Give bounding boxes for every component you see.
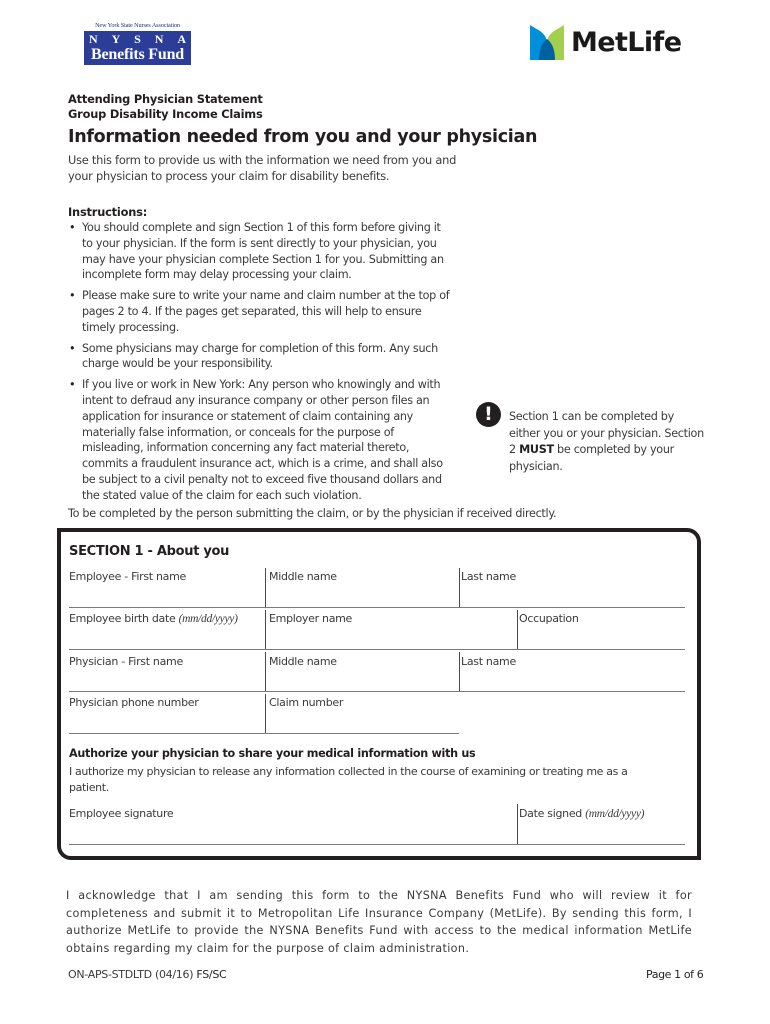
document-subtitle [68, 92, 263, 122]
employee-first-name-field[interactable] [65, 566, 263, 606]
divider [265, 610, 266, 650]
employee-last-name-label: Last name [461, 570, 516, 583]
birth-date-format: (mm/dd/yyyy) [178, 613, 238, 625]
authorize-text: I authorize my physician to release any information collected in the course of examining or treating me as a patient. [69, 765, 628, 794]
row-underline [69, 733, 459, 734]
divider [459, 652, 460, 692]
instruction-item: • Some physicians may charge for completion of this form. Any such charge would be your responsibility. [68, 341, 453, 373]
form-code-text: ON-APS-STDLTD (04/16) [68, 968, 194, 981]
metlife-wordmark: MetLife [571, 26, 682, 58]
physician-last-name-field[interactable] [461, 650, 685, 690]
employee-signature-field[interactable] [65, 802, 515, 844]
employer-name-label: Employer name [269, 612, 353, 625]
form-code [68, 968, 226, 981]
section-1-box [57, 528, 701, 860]
occupation-label: Occupation [519, 612, 579, 625]
physician-phone-field[interactable] [65, 692, 263, 732]
date-signed-format: (mm/dd/yyyy) [585, 808, 645, 820]
employee-first-name-label: Employee - First name [69, 570, 186, 583]
row-underline [69, 844, 685, 845]
acknowledgement-text: I acknowledge that I am sending this form to the NYSNA Benefits Fund who will review it for completeness and submit it to Metropolitan Life Insurance Company (MetLife). By sending this form, I authorize MetLife to provide the NYSNA Benefits Fund with access to the medical information MetLife obtains regarding my claim for the purpose of claim administration. [66, 889, 692, 955]
physician-first-name-label: Physician - First name [69, 655, 183, 668]
nysna-logo-top-text: New York State Nurses Association [95, 22, 180, 29]
employee-middle-name-field[interactable] [267, 566, 457, 606]
intro-text: Use this form to provide us with the information we need from you and your physician to process your claim for disability benefits. [68, 153, 457, 183]
note-text-bold: MUST [519, 443, 554, 456]
physician-last-name-label: Last name [461, 655, 516, 668]
subtitle-line-2: Group Disability Income Claims [68, 107, 263, 121]
metlife-logo [530, 24, 681, 60]
instruction-item: • Please make sure to write your name and claim number at the top of pages 2 to 4. If the pages get separated, this will help to ensure timely processing. [68, 288, 453, 335]
page-number: Page 1 of 6 [646, 968, 704, 981]
nysna-logo-letters [84, 33, 191, 46]
nysna-benefits-fund-logo [84, 22, 191, 65]
section-note [476, 402, 706, 475]
divider [459, 568, 460, 608]
physician-phone-label: Physician phone number [69, 696, 199, 709]
nysna-letter: Y [111, 32, 121, 46]
claim-number-field[interactable] [267, 692, 457, 732]
instructions-heading: Instructions: [68, 205, 148, 219]
note-text [509, 409, 706, 475]
physician-middle-name-label: Middle name [269, 655, 337, 668]
employee-last-name-field[interactable] [461, 566, 685, 606]
date-signed-label-text: Date signed [519, 807, 582, 820]
nysna-logo-fund-text: Benefits Fund [91, 46, 184, 63]
section-1-title: SECTION 1 - About you [69, 544, 230, 559]
form-suffix: FS/SC [196, 968, 227, 981]
employee-middle-name-label: Middle name [269, 570, 337, 583]
authorize-heading: Authorize your physician to share your medical information with us [69, 747, 476, 760]
employee-birth-date-field[interactable] [65, 608, 263, 648]
divider [265, 652, 266, 692]
physician-first-name-field[interactable] [65, 650, 263, 690]
nysna-letter: A [177, 32, 186, 46]
instructions-list [68, 220, 453, 509]
divider [265, 694, 266, 734]
subtitle-line-1: Attending Physician Statement [68, 92, 263, 106]
claim-number-label: Claim number [269, 696, 344, 709]
employer-name-field[interactable] [267, 608, 515, 648]
physician-middle-name-field[interactable] [267, 650, 457, 690]
employee-signature-label: Employee signature [69, 807, 174, 820]
nysna-logo-box [84, 31, 191, 65]
note-text-part2: be completed by your physician. [509, 443, 674, 473]
birth-date-label-text: Employee birth date [69, 612, 176, 625]
instruction-item: • You should complete and sign Section 1 of this form before giving it to your physician. If the form is sent directly to your physician, you may have your physician complete Section 1 for you. Submitting an incomplete form may delay processing your claim. [68, 220, 453, 283]
nysna-letter: N [89, 32, 98, 46]
divider [265, 568, 266, 608]
nysna-letter: N [154, 32, 164, 46]
instruction-item: • If you live or work in New York: Any person who knowingly and with intent to defraud any insurance company or other person files an application for insurance or statement of claim containing any materially false information, or conceals for the purpose of misleading, information concerning any fact material thereto, commits a fraudulent insurance act, which is a crime, and shall also be subject to a civil penalty not to exceed five thousand dollars and the stated value of the claim for each such violation. [68, 377, 453, 503]
metlife-m-icon [530, 25, 564, 60]
occupation-field[interactable] [519, 608, 685, 648]
date-signed-field[interactable] [519, 802, 685, 844]
note-text-part1: Section 1 can be completed by either you or your physician. Section 2 [509, 410, 704, 456]
page-title: Information needed from you and your physician [68, 127, 538, 147]
divider [517, 804, 518, 844]
nysna-letter: S [134, 32, 141, 46]
completion-note: To be completed by the person submitting the claim, or by the physician if received directly. [68, 507, 557, 520]
divider [517, 610, 518, 650]
exclamation-icon: ! [476, 402, 501, 427]
